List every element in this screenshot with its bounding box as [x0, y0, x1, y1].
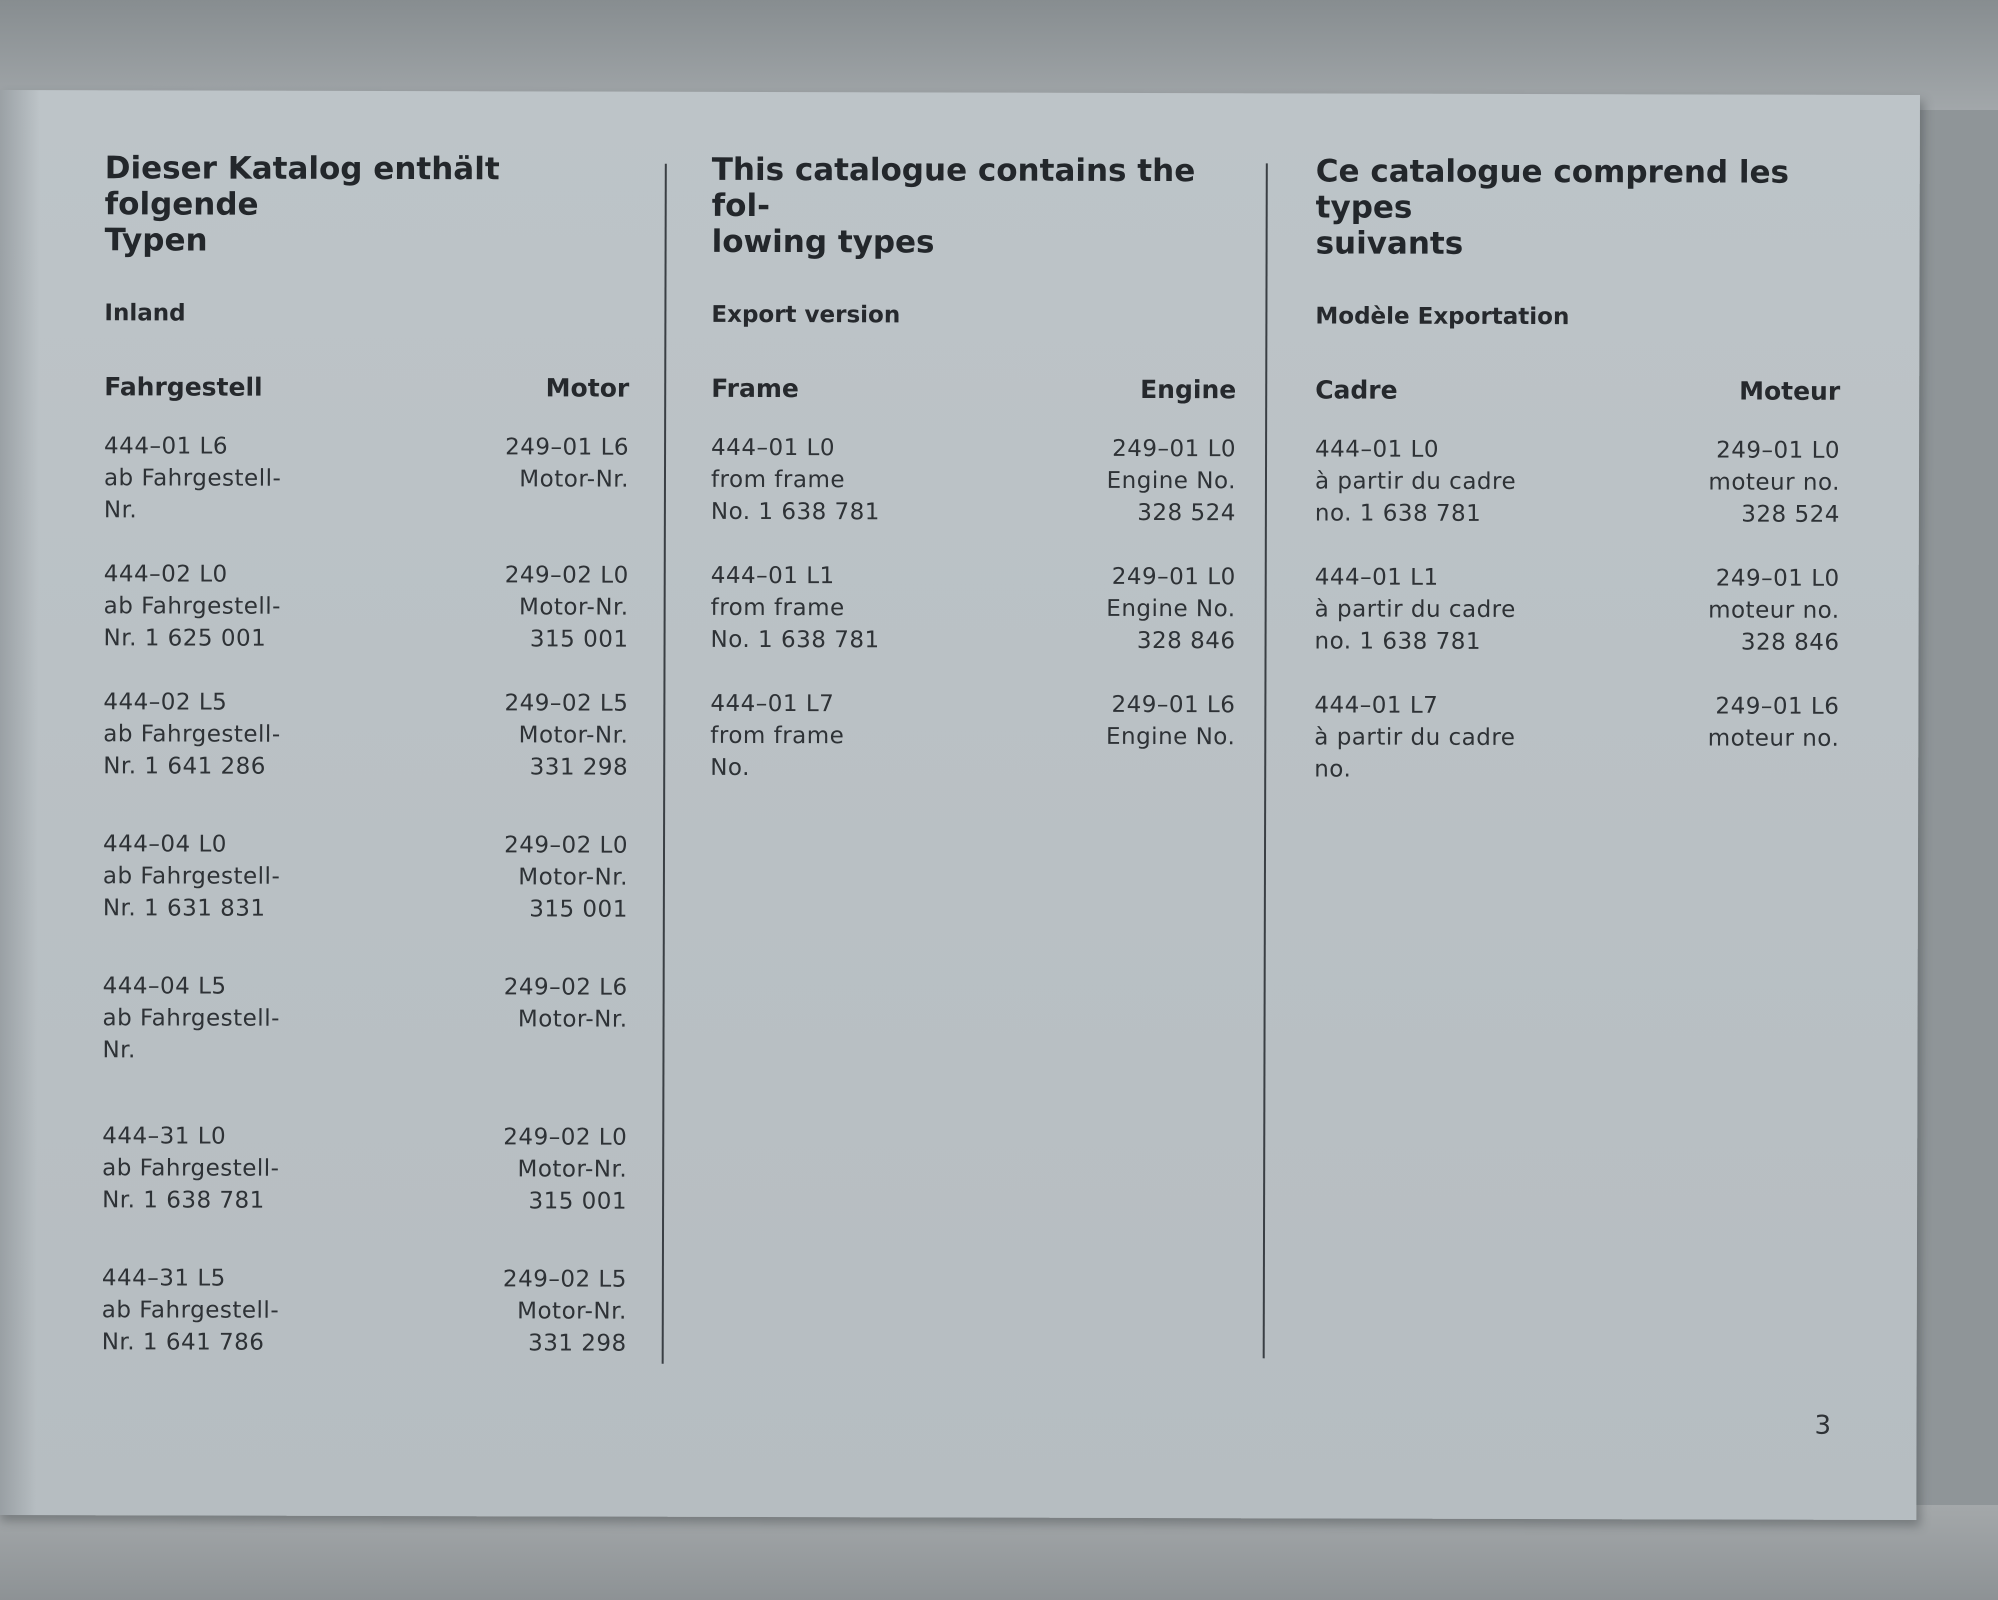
frame-number: no. 1 638 781	[1314, 500, 1482, 527]
engine-info	[1708, 434, 1840, 562]
engine-number: 315 001	[529, 626, 629, 653]
column-divider	[1263, 163, 1268, 1358]
type-entry	[102, 1262, 627, 1391]
frame-from: from frame	[710, 594, 845, 622]
engine-type: 249–01 L6	[1715, 693, 1840, 720]
engine-number: 328 524	[1741, 501, 1840, 528]
column-english	[710, 152, 1237, 817]
title-line-2: Typen	[104, 222, 208, 259]
frame-type: 444–04 L0	[102, 831, 227, 858]
frame-from: à partir du cadre	[1314, 724, 1516, 751]
frame-from: ab Fahrgestell-	[102, 863, 281, 890]
frame-info	[104, 430, 282, 558]
type-entry	[710, 560, 1235, 689]
type-entry	[102, 1120, 627, 1263]
title-line-2: lowing types	[711, 223, 935, 261]
frame-type: 444–01 L7	[710, 690, 835, 718]
frame-number: No.	[710, 754, 750, 781]
frame-type: 444–01 L1	[1314, 564, 1439, 591]
engine-type: 249–02 L0	[503, 1124, 628, 1151]
header-engine: Engine	[1140, 374, 1237, 405]
engine-type: 249–01 L0	[1112, 435, 1237, 463]
type-entry	[710, 688, 1235, 817]
type-entry	[103, 686, 628, 829]
engine-label: Engine No.	[1106, 467, 1237, 495]
engine-type: 249–01 L6	[505, 434, 630, 461]
frame-number: No. 1 638 781	[710, 626, 880, 654]
engine-number: 315 001	[528, 1188, 628, 1215]
engine-number: 331 298	[529, 754, 629, 781]
header-frame: Fahrgestell	[104, 372, 263, 402]
frame-number: Nr. 1 625 001	[103, 625, 267, 652]
frame-number: Nr. 1 638 781	[102, 1187, 265, 1214]
engine-label: Engine No.	[1105, 723, 1236, 751]
page-number: 3	[1814, 1410, 1832, 1441]
title-line-1: This catalogue contains the fol-	[711, 151, 1196, 225]
frame-number: Nr. 1 641 286	[103, 753, 266, 780]
engine-info	[504, 829, 628, 971]
frame-info	[103, 828, 281, 970]
engine-info	[1708, 562, 1840, 690]
engine-number: 328 846	[1136, 627, 1236, 655]
engine-label: Motor-Nr.	[517, 1298, 627, 1325]
header-engine: Moteur	[1739, 376, 1841, 406]
section-label-english: Export version	[711, 301, 901, 329]
engine-type: 249–02 L0	[504, 832, 629, 859]
frame-number: Nr. 1 631 831	[102, 895, 266, 922]
engine-type: 249–01 L0	[1715, 565, 1840, 592]
engine-info	[503, 971, 627, 1121]
frame-info	[1315, 433, 1517, 562]
frame-from: ab Fahrgestell-	[103, 593, 282, 620]
frame-number: Nr.	[103, 497, 138, 524]
frame-from: ab Fahrgestell-	[103, 721, 281, 748]
column-headers-french	[1315, 375, 1840, 434]
frame-type: 444–01 L0	[711, 434, 836, 462]
frame-info	[103, 558, 281, 686]
frame-type: 444–04 L5	[102, 973, 227, 1000]
engine-info	[504, 687, 628, 829]
frame-number: no. 1 638 781	[1314, 628, 1482, 655]
catalogue-page	[0, 90, 1920, 1520]
engine-number: 331 298	[528, 1330, 627, 1357]
section-label-german: Inland	[104, 300, 186, 327]
engine-label: moteur no.	[1708, 469, 1841, 496]
frame-info	[710, 560, 879, 688]
engine-label: Motor-Nr.	[518, 722, 629, 749]
frame-type: 444–01 L0	[1315, 436, 1440, 463]
column-headers-german	[104, 372, 629, 431]
engine-number: 328 846	[1740, 629, 1840, 656]
frame-from: ab Fahrgestell-	[103, 465, 282, 492]
frame-from: from frame	[710, 466, 846, 494]
engine-type: 249–02 L5	[504, 690, 629, 717]
engine-number: 328 524	[1137, 499, 1236, 527]
engine-info	[1106, 689, 1236, 817]
title-line-1: Ce catalogue comprend les types	[1315, 153, 1790, 226]
header-frame: Cadre	[1315, 375, 1398, 405]
engine-type: 249–01 L6	[1111, 691, 1236, 719]
title-line-2: suivants	[1315, 225, 1464, 262]
type-entry	[102, 970, 627, 1121]
frame-info	[711, 432, 880, 560]
column-title-english	[711, 152, 1236, 303]
frame-from: ab Fahrgestell-	[101, 1297, 280, 1324]
frame-info	[102, 1120, 280, 1262]
engine-label: Motor-Nr.	[518, 864, 628, 891]
frame-from: ab Fahrgestell-	[102, 1005, 280, 1032]
engine-label: Engine No.	[1106, 595, 1236, 623]
section-label-french: Modèle Exportation	[1315, 303, 1570, 331]
frame-type: 444–01 L1	[710, 562, 835, 590]
engine-label: moteur no.	[1708, 597, 1840, 624]
frame-number: Nr.	[102, 1037, 136, 1064]
frame-number: No. 1 638 781	[710, 498, 880, 526]
frame-from: à partir du cadre	[1314, 596, 1516, 623]
frame-type: 444–31 L0	[102, 1123, 227, 1150]
frame-type: 444–02 L0	[103, 561, 228, 588]
engine-type: 249–01 L0	[1716, 437, 1841, 464]
frame-from: à partir du cadre	[1314, 468, 1517, 495]
type-entry	[1314, 689, 1839, 818]
engine-label: Motor-Nr.	[517, 1006, 628, 1033]
engine-type: 249–01 L0	[1111, 563, 1236, 591]
engine-label: Motor-Nr.	[519, 466, 630, 493]
engine-number: 315 001	[529, 896, 628, 923]
column-german	[102, 150, 630, 1391]
frame-type: 444–31 L5	[101, 1265, 226, 1292]
frame-type: 444–02 L5	[103, 689, 228, 716]
column-divider	[662, 164, 667, 1364]
engine-label: Motor-Nr.	[518, 594, 629, 621]
frame-info	[102, 1262, 280, 1390]
header-frame: Frame	[711, 373, 799, 404]
header-engine: Motor	[545, 373, 630, 403]
type-entry	[104, 430, 629, 559]
frame-info	[103, 686, 281, 828]
frame-from: ab Fahrgestell-	[102, 1155, 280, 1182]
type-entry	[103, 828, 628, 971]
type-entry	[711, 432, 1236, 561]
column-headers-english	[711, 374, 1236, 433]
engine-info	[505, 431, 629, 559]
engine-type: 249–02 L6	[503, 974, 628, 1001]
type-entry	[1314, 561, 1839, 690]
frame-info	[1314, 561, 1516, 690]
frame-type: 444–01 L7	[1314, 692, 1439, 719]
column-french	[1314, 153, 1841, 818]
engine-info	[1106, 561, 1236, 689]
frame-number: Nr. 1 641 786	[101, 1329, 265, 1356]
frame-info	[710, 688, 844, 816]
engine-type: 249–02 L5	[502, 1266, 627, 1293]
frame-type: 444–01 L6	[104, 433, 229, 460]
frame-from: from frame	[710, 722, 845, 750]
title-line-1: Dieser Katalog enthält folgende	[104, 150, 500, 223]
column-title-german	[104, 150, 629, 301]
engine-type: 249–02 L0	[504, 562, 629, 589]
engine-label: Motor-Nr.	[517, 1156, 628, 1183]
type-entry	[103, 558, 628, 687]
engine-info	[505, 559, 629, 687]
frame-info	[1314, 689, 1516, 818]
engine-label: moteur no.	[1707, 725, 1840, 752]
column-title-french	[1315, 153, 1840, 304]
frame-info	[102, 970, 280, 1120]
type-entry	[1315, 433, 1840, 562]
engine-info	[503, 1263, 627, 1391]
engine-info	[1106, 433, 1236, 561]
engine-info	[503, 1121, 627, 1263]
frame-number: no.	[1314, 756, 1352, 783]
engine-info	[1708, 690, 1840, 818]
